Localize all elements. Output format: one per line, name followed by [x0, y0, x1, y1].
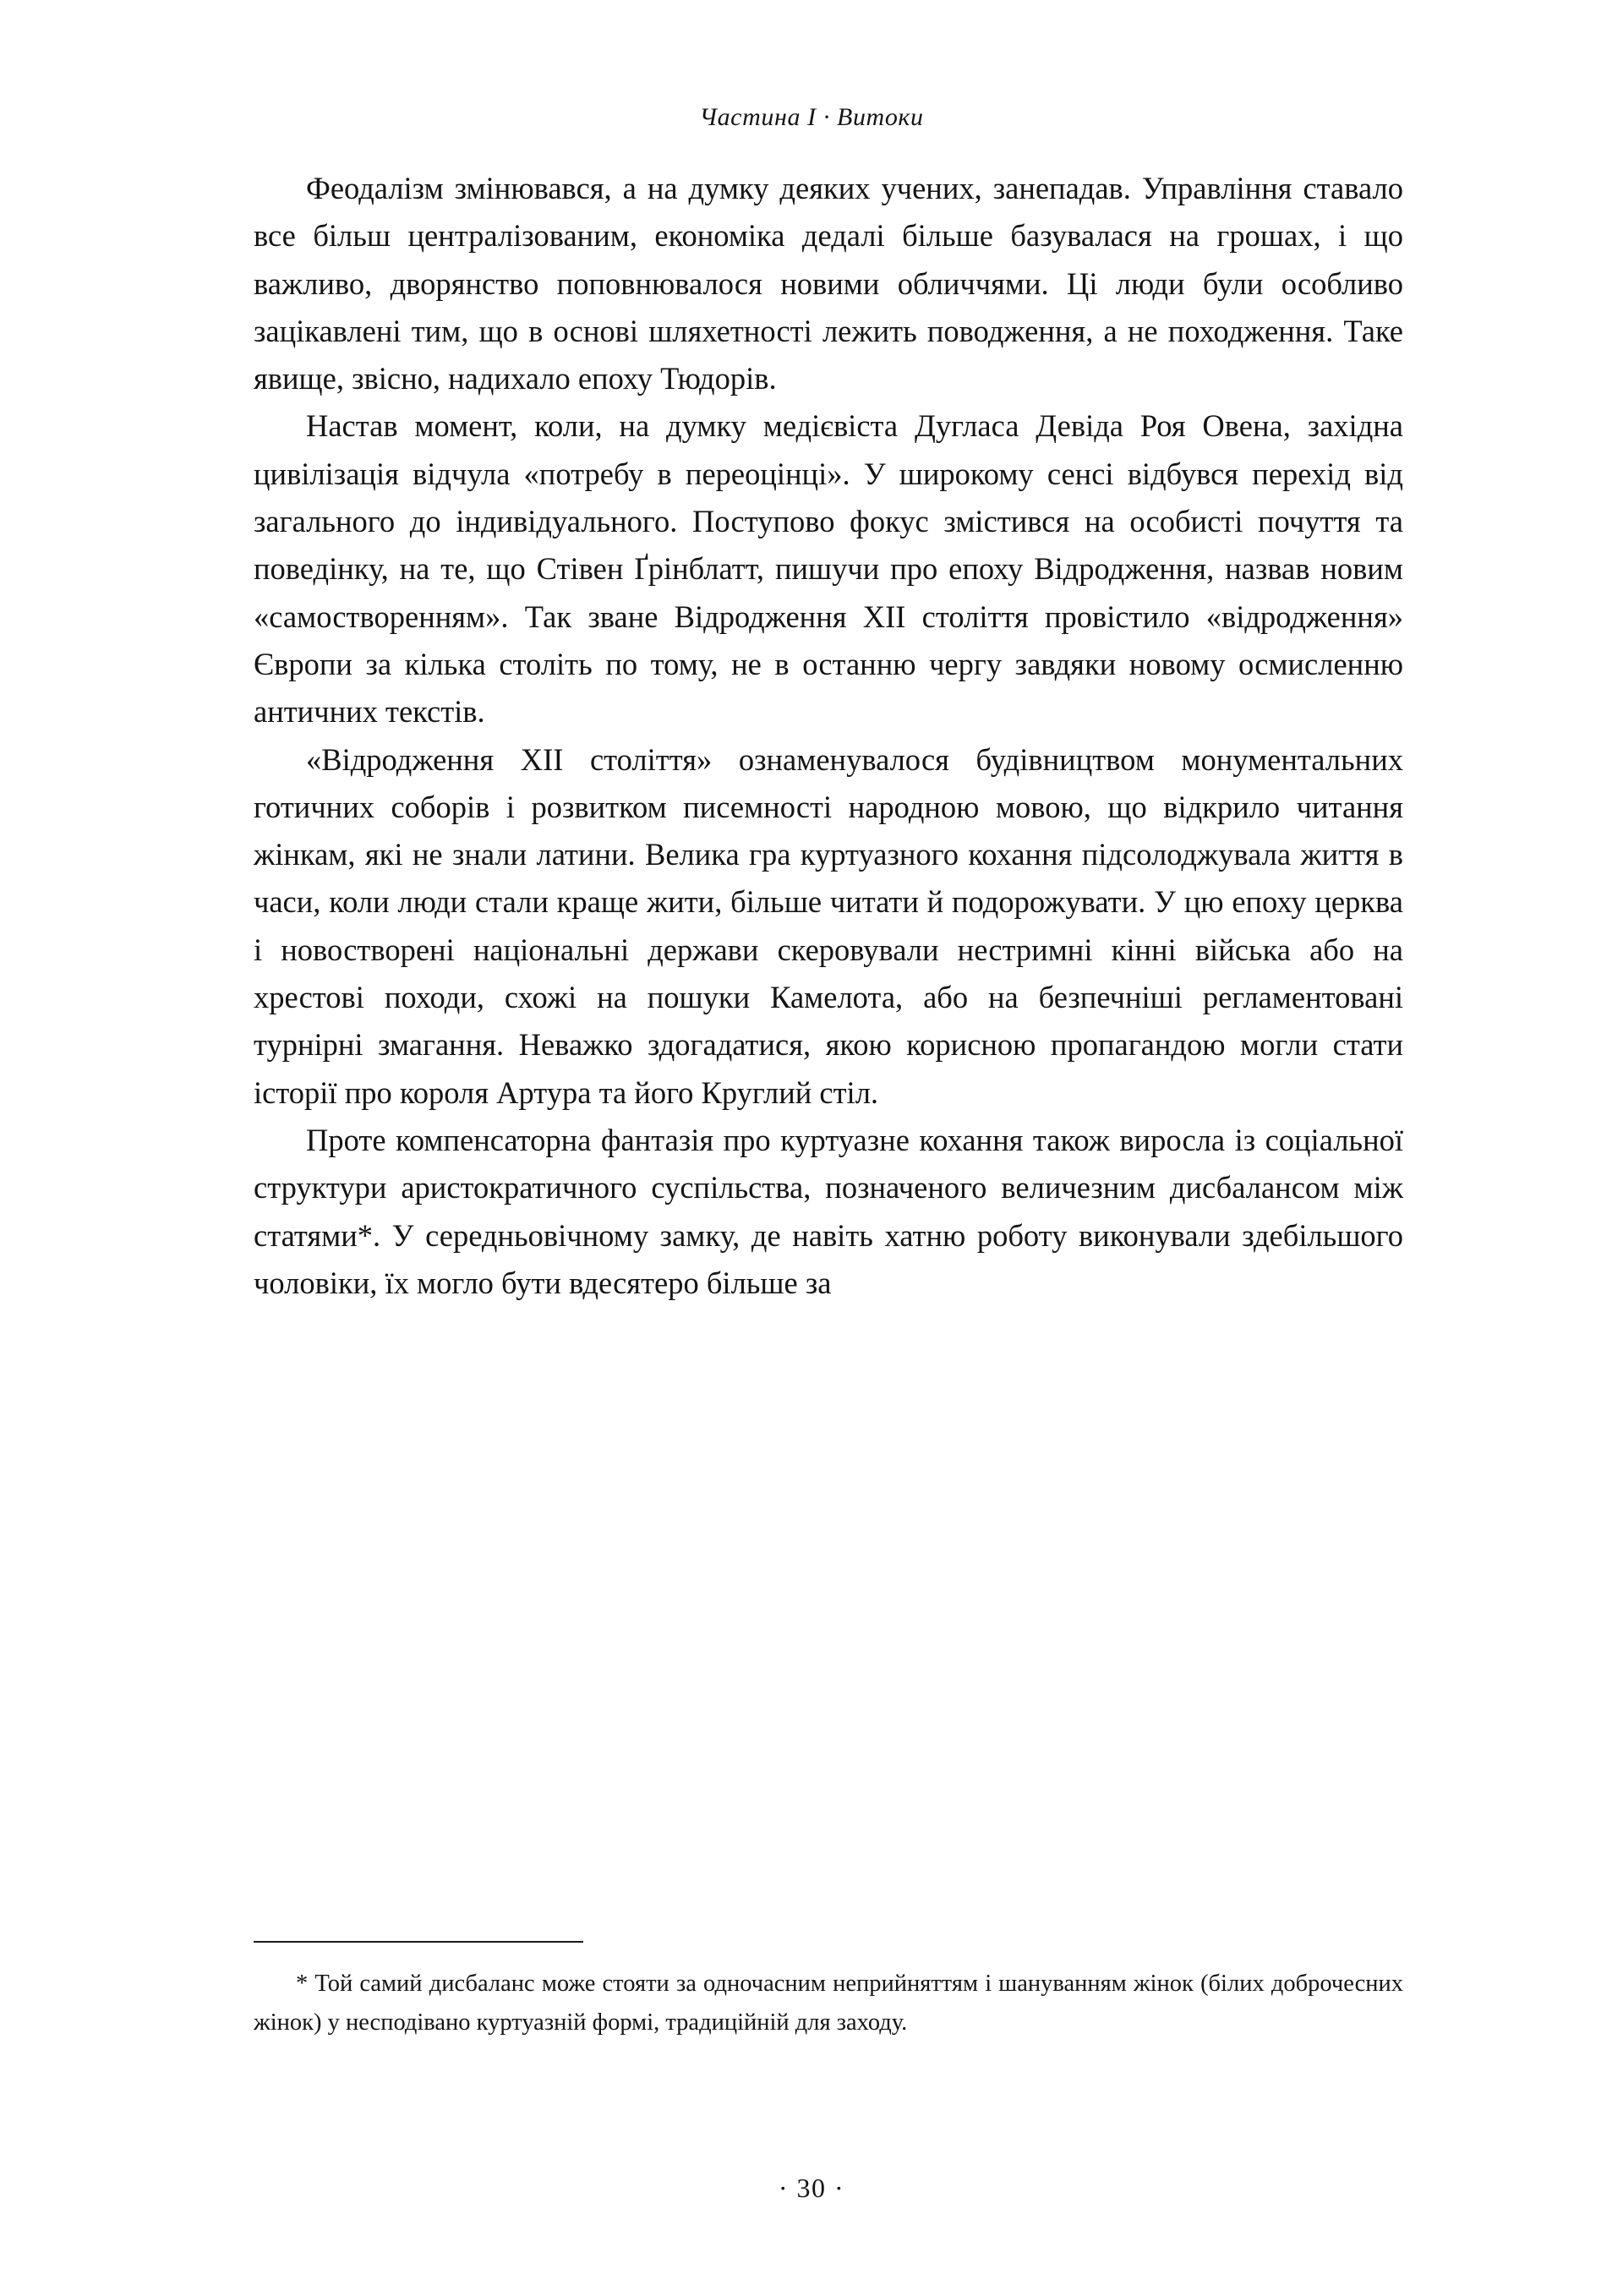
footnote-area: [254, 1941, 1403, 2042]
paragraph: Проте компенсаторна фантазія про куртуазне кохання також виросла із соціальної структури аристократичного суспільства, позначеного величезним дисбалансом між статями*. У середньовічному замку, де навіть хатню роботу виконували здебільшого чоловіки, їх могло бути вдесятеро більше за: [254, 1122, 1403, 1300]
footnote-separator-rule: [254, 1941, 583, 1943]
body-text: [254, 165, 1403, 1307]
footnote-text: * Той самий дисбаланс може стояти за одночасним неприйняттям і шануванням жінок (білих доброчесних жінок) у несподівано куртуазній формі, традиційній для заходу.: [254, 1971, 1403, 2036]
running-head: Частина I · Витоки: [699, 103, 924, 131]
paragraph: Настав момент, коли, на думку медієвіста Дугласа Девіда Роя Овена, західна цивілізація відчула «потребу в переоцінці». У широкому сенсі відбувся перехід від загального до індивідуального. Поступово фокус змістився на особисті почуття та поведінку, на те, що Стівен Ґрінблатт, пишучи про епоху Відродження, назвав новим «самостворенням». Так зване Відродження XII століття провістило «відродження» Європи за кілька століть по тому, не в останню чергу завдяки новому осмисленню античних текстів.: [254, 408, 1403, 730]
paragraph: «Відродження XII століття» ознаменувалося будівництвом монументальних готичних соборів і розвитком писемності народною мовою, що відкрило читання жінкам, які не знали латини. Велика гра куртуазного кохання підсолоджувала життя в часи, коли люди стали краще жити, більше читати й подорожувати. У цю епоху церква і новостворені національні держави скеровували нестримні кінні війська або на хрестові походи, схожі на пошуки Камелота, або на безпечніші регламентовані турнірні змагання. Неважко здогадатися, якою корисною пропагандою могли стати історії про короля Артура та його Круглий стіл.: [254, 741, 1403, 1110]
page-number: · 30 ·: [778, 2173, 845, 2203]
paragraph: Феодалізм змінювався, а на думку деяких учених, занепадав. Управління ставало все більш централізованим, економіка дедалі більше базувалася на грошах, і що важливо, дворянство поповнювалося новими обличчями. Ці люди були особливо зацікавлені тим, що в основі шляхетності лежить поводження, а не походження. Таке явище, звісно, надихало епоху Тюдорів.: [254, 171, 1403, 396]
